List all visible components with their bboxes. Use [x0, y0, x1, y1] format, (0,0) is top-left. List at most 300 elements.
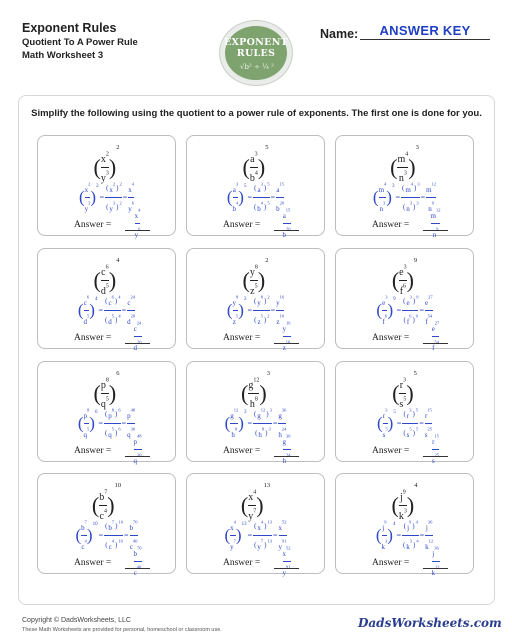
grouped-den-inner-base: y — [257, 543, 261, 551]
answer-den — [283, 337, 291, 354]
answer-label: Answer = — [372, 333, 410, 343]
work-fraction-num — [382, 517, 386, 535]
worksheet-number: Math Worksheet 3 — [22, 50, 104, 61]
grouped-den-inner-exp: 8 — [261, 426, 265, 432]
grouped-den-pow: 2 — [267, 313, 270, 319]
answer-num-base: r — [432, 438, 435, 446]
denominator-term-base: y — [248, 510, 254, 522]
work-steps — [187, 292, 324, 329]
work-right-paren: ) — [387, 413, 394, 433]
grouped-num-inner-base: c — [108, 299, 112, 307]
grouped-den-lp: ( — [104, 429, 108, 438]
answer-fraction — [432, 318, 440, 355]
work-num-exp: 2 — [88, 181, 91, 187]
answer-label: Answer = — [223, 558, 261, 568]
grouped-fraction-den — [253, 311, 269, 329]
answer-num-exp: 36 — [434, 545, 439, 551]
work-den-exp: 5 — [87, 426, 90, 432]
footer-note: These Math Worksheets are provided for personal, homeschool or classroom use. — [22, 627, 222, 633]
grouped-den-inner — [407, 424, 412, 441]
result-num — [425, 405, 432, 422]
outer-exponent: 3 — [266, 370, 270, 377]
answer-fraction — [134, 318, 142, 355]
answer-den-base: z — [282, 344, 286, 352]
answer-num-exp: 15 — [434, 433, 439, 439]
denominator-term-base: h — [249, 398, 255, 410]
answer-fraction-num — [134, 318, 142, 336]
grouped-den-pow: 3 — [268, 426, 271, 432]
denominator-term-base: n — [398, 172, 404, 184]
grouped-num — [105, 179, 122, 196]
answer-line — [274, 230, 299, 231]
answer-num-base: e — [431, 325, 435, 333]
work-den-exp: 6 — [384, 313, 388, 319]
outer-exponent: 4 — [116, 257, 120, 264]
answer-fraction-num — [134, 543, 142, 561]
numerator-term-exp: 7 — [104, 489, 108, 496]
result-den-exp: 20 — [130, 313, 136, 319]
grouped-den-pow: 5 — [416, 426, 419, 432]
problem-fraction-num — [397, 149, 408, 167]
work-outer-exponent: 2 — [96, 184, 99, 190]
work-outer-exponent: 2 — [243, 297, 247, 303]
right-paren: ) — [108, 380, 117, 406]
answer-label: Answer = — [372, 446, 410, 456]
grouped-den — [104, 424, 121, 441]
answer-num-exp: 4 — [138, 207, 141, 213]
result-num-exp: 24 — [130, 294, 135, 300]
numerator-term — [101, 375, 109, 392]
grouped-num-inner-base: y — [257, 299, 261, 307]
work-right-paren: ) — [90, 187, 97, 207]
equals-sign: = — [247, 306, 252, 315]
grouped-fraction-num — [253, 517, 272, 535]
answer-line — [125, 343, 150, 344]
answer-label: Answer = — [372, 220, 410, 230]
equals-sign: = — [395, 193, 400, 202]
work-steps — [38, 292, 175, 329]
grouped-num-pow: 9 — [416, 294, 419, 300]
grouped-den-inner — [109, 198, 115, 215]
outer-exponent: 13 — [263, 482, 271, 489]
work-outer-exponent: 13 — [241, 522, 247, 528]
brand-logo[interactable]: DadsWorksheets.com — [358, 616, 502, 630]
work-den-base: d — [83, 318, 88, 326]
work-num-exp: 9 — [384, 519, 387, 525]
answer-fraction-num — [135, 205, 141, 223]
grouped-den-inner-exp: 4 — [260, 200, 264, 206]
work-num-base: j — [382, 524, 385, 532]
grouped-num-inner-exp: 7 — [111, 519, 115, 525]
grouped-den-lp: ( — [253, 203, 257, 212]
denominator-term-exp: 4 — [254, 170, 258, 177]
outer-exponent: 6 — [116, 370, 120, 377]
grouped-num-inner — [257, 292, 263, 309]
grouped-num-inner — [257, 517, 263, 534]
work-outer-exponent: 3 — [391, 184, 395, 190]
work-den-base: y — [84, 205, 89, 213]
outer-exponent: 5 — [265, 144, 269, 151]
grouped-fraction — [253, 517, 272, 554]
grouped-num-lp: ( — [253, 410, 257, 419]
problem-card — [186, 248, 325, 352]
work-num-base: g — [230, 412, 234, 420]
answer-num-base: y — [282, 325, 286, 333]
grouped-den-inner-exp: 3 — [409, 538, 413, 544]
right-paren: ) — [408, 154, 416, 180]
problem-card — [37, 135, 176, 239]
grouped-num — [401, 179, 420, 196]
denominator-term-exp: 3 — [403, 170, 407, 177]
grouped-num — [104, 517, 123, 534]
grouped-den — [253, 198, 270, 215]
left-paren: ( — [392, 380, 400, 406]
grouped-den — [104, 311, 121, 328]
grouped-den-rp: ) — [116, 203, 119, 212]
numerator-term-base: p — [100, 379, 106, 391]
equals-sign: = — [419, 531, 425, 540]
answer-fraction-num — [283, 543, 291, 561]
grouped-den-lp: ( — [402, 203, 406, 212]
problem-card — [186, 361, 325, 465]
answer-value — [125, 431, 150, 468]
right-paren: ) — [259, 380, 267, 406]
work-right-paren: ) — [89, 413, 95, 433]
grouped-fraction-den — [104, 424, 121, 442]
grouped-den-inner — [109, 536, 114, 553]
answer-num-base: a — [282, 212, 286, 220]
answer-label: Answer = — [74, 333, 112, 343]
grouped-fraction-num — [104, 292, 120, 310]
work-outer-exponent: 9 — [393, 297, 396, 303]
result-num — [276, 292, 284, 309]
result-num-exp: 52 — [282, 519, 287, 525]
grouped-num-inner-exp: 9 — [409, 519, 412, 525]
grouped-den-inner-base: d — [108, 318, 112, 326]
answer-num-exp: 16 — [286, 320, 291, 326]
grouped-num-inner — [108, 405, 114, 422]
grouped-num-rp: ) — [264, 297, 267, 306]
problem-card — [335, 135, 474, 239]
grouped-den-rp: ) — [115, 316, 118, 325]
problem-card — [335, 361, 474, 465]
result-num — [426, 179, 436, 196]
work-outer-exponent: 10 — [92, 522, 98, 528]
grouped-fraction — [402, 292, 418, 329]
left-paren: ( — [390, 154, 398, 180]
result-num-base: m — [426, 186, 432, 194]
result-den-exp: 54 — [427, 313, 433, 319]
answer-den — [432, 337, 439, 354]
work-right-paren: ) — [238, 187, 244, 207]
grouped-den-inner-exp: 7 — [260, 538, 264, 544]
grouped-num-pow: 3 — [269, 407, 272, 413]
answer-value — [274, 205, 299, 242]
problem-fraction-num — [399, 262, 406, 280]
denominator-term-exp: 4 — [103, 508, 107, 515]
answer-den — [283, 450, 291, 467]
left-paren: ( — [93, 154, 101, 180]
grouped-den-rp: ) — [263, 316, 267, 325]
grouped-den-lp: ( — [254, 316, 257, 325]
work-num-exp: 12 — [233, 407, 239, 413]
result-fraction-num — [425, 292, 433, 310]
instructions: Simplify the following using the quotient to a power rule of exponents. The first one is done for you. — [31, 108, 482, 119]
grouped-den-inner-exp: 6 — [409, 313, 412, 319]
grouped-den-lp: ( — [104, 316, 108, 325]
work-den-base: h — [231, 431, 235, 439]
answer-line — [125, 230, 150, 231]
answer-value — [423, 205, 448, 242]
answer-den-base: d — [133, 344, 137, 352]
work-outer-exponent: 4 — [94, 297, 98, 303]
equals-sign: = — [247, 531, 253, 540]
grouped-num-rp: ) — [412, 410, 415, 419]
equals-sign: = — [99, 193, 105, 202]
answer-fraction — [134, 431, 142, 468]
answer-den-base: f — [432, 344, 435, 352]
result-num — [425, 292, 433, 309]
answer-fraction-den — [134, 450, 142, 468]
answer-den — [135, 224, 141, 241]
grouped-den-lp: ( — [403, 429, 406, 438]
problem-card — [335, 473, 474, 577]
answer-num-base: g — [282, 438, 286, 446]
equals-sign: = — [98, 531, 104, 540]
work-den — [380, 198, 386, 215]
grouped-num-inner — [108, 292, 113, 309]
result-den-base: q — [127, 431, 131, 439]
right-paren: ) — [406, 492, 415, 518]
grouped-num-inner-exp: 8 — [260, 294, 264, 300]
grouped-num-inner-base: b — [108, 524, 112, 532]
answer-den-base: s — [431, 457, 435, 465]
numerator-term — [250, 262, 258, 279]
right-paren: ) — [406, 380, 414, 406]
grouped-num-inner-exp: 8 — [111, 407, 115, 413]
result-num-exp: 4 — [131, 181, 135, 187]
numerator-term-exp: 8 — [105, 377, 109, 384]
work-den-base: z — [232, 318, 236, 326]
answer-fraction-den — [135, 224, 141, 242]
grouped-den-rp: ) — [265, 429, 268, 438]
name-field[interactable]: ANSWER KEY — [360, 23, 490, 40]
answer-num-base: x — [282, 550, 286, 558]
answer-fraction-num — [283, 431, 291, 449]
work-den-base: b — [232, 205, 237, 213]
grouped-num-inner-base: p — [108, 412, 112, 420]
grouped-den-inner — [406, 536, 412, 553]
grouped-fraction-num — [401, 179, 420, 197]
work-steps — [336, 179, 473, 216]
work-right-paren: ) — [235, 525, 242, 545]
grouped-num-inner-base: x — [109, 186, 113, 194]
result-den-exp: 6 — [131, 200, 135, 206]
answer-num-exp: 27 — [434, 320, 440, 326]
answer-fraction-den — [432, 562, 440, 580]
equals-sign: = — [121, 419, 127, 428]
result-num-exp: 48 — [130, 407, 136, 413]
grouped-den-inner — [258, 424, 264, 441]
grouped-num-pow: 4 — [118, 294, 121, 300]
result-num-exp: 15 — [279, 181, 284, 187]
left-paren: ( — [93, 267, 101, 293]
work-den-base: y — [230, 543, 234, 551]
denominator-term-exp: 3 — [403, 508, 407, 515]
outer-exponent: 10 — [114, 482, 122, 489]
equals-sign: = — [270, 306, 276, 315]
answer-fraction-num — [283, 205, 291, 223]
answer-den — [433, 224, 439, 241]
work-steps — [38, 179, 175, 216]
grouped-num-inner — [406, 292, 411, 309]
grouped-fraction — [402, 405, 418, 442]
numerator-term-base: x — [100, 153, 106, 165]
left-paren: ( — [391, 267, 400, 293]
answer-den-base: k — [431, 569, 435, 577]
answer-fraction-num — [283, 318, 291, 336]
grouped-den-pow: 3 — [416, 200, 419, 206]
answer-value — [125, 543, 150, 580]
work-num-base: r — [382, 412, 386, 420]
work-den — [231, 424, 237, 441]
answer-num-exp: 52 — [286, 545, 291, 551]
grouped-den-inner-exp: 3 — [409, 200, 413, 206]
work-den-base: f — [382, 318, 385, 326]
numerator-term-base: y — [249, 266, 255, 278]
grouped-den-inner — [108, 311, 114, 328]
result-num-base: g — [278, 412, 282, 420]
result-num-base: x — [278, 524, 283, 532]
result-num-exp: 36 — [427, 519, 433, 525]
work-left-paren: ( — [226, 300, 233, 320]
problem-card — [186, 473, 325, 577]
denominator-term-exp: 5 — [105, 396, 109, 403]
grouped-num-inner-exp: 6 — [111, 294, 114, 300]
denominator-term-exp: 6 — [403, 283, 407, 290]
grouped-num-lp: ( — [106, 184, 109, 193]
result-num-exp: 16 — [279, 294, 285, 300]
work-steps — [187, 517, 324, 554]
right-paren: ) — [256, 492, 264, 518]
denominator-term-exp: 3 — [105, 170, 109, 177]
grouped-num-rp: ) — [263, 184, 267, 193]
grouped-den-pow: 6 — [118, 426, 121, 432]
grouped-den-pow: 13 — [267, 538, 273, 544]
grouped-den-rp: ) — [413, 203, 416, 212]
left-paren: ( — [240, 492, 249, 518]
work-den-exp: 3 — [88, 200, 91, 206]
grouped-den-inner-exp: 5 — [111, 426, 115, 432]
work-fraction-den — [231, 424, 237, 442]
work-steps — [336, 517, 473, 554]
result-den-base: n — [428, 205, 432, 213]
answer-line — [274, 456, 299, 457]
answer-fraction — [431, 205, 441, 242]
result-den-base: h — [278, 431, 282, 439]
answer-den — [432, 450, 439, 467]
answer-num — [134, 543, 142, 560]
grouped-num-inner-exp: 2 — [112, 181, 116, 187]
answer-num — [432, 431, 439, 448]
denominator-term-base: f — [399, 285, 404, 297]
work-den-exp: 8 — [234, 426, 238, 432]
result-num-base: x — [128, 186, 132, 194]
equals-sign: = — [396, 306, 402, 315]
grouped-fraction-den — [402, 198, 419, 216]
answer-den-base: b — [282, 231, 286, 239]
work-left-paren: ( — [224, 413, 231, 433]
answer-num — [134, 318, 142, 335]
exponent-rules-logo — [219, 20, 293, 86]
work-den-exp: 5 — [87, 313, 90, 319]
work-left-paren: ( — [376, 413, 383, 433]
grouped-fraction-num — [403, 405, 419, 423]
denominator-term-exp: 8 — [254, 396, 258, 403]
work-num-exp: 3 — [235, 181, 239, 187]
answer-fraction-num — [432, 543, 438, 561]
grouped-num-inner-base: m — [405, 186, 411, 194]
grouped-den-inner-base: z — [257, 318, 261, 326]
grouped-num-lp: ( — [403, 297, 406, 306]
result-num — [426, 517, 432, 534]
work-den-exp: 7 — [233, 538, 236, 544]
numerator-term-base: a — [250, 153, 255, 165]
equals-sign: = — [98, 419, 103, 428]
logo-line-1: EXPONENT — [223, 37, 289, 48]
grouped-num-pow: 13 — [267, 519, 273, 525]
answer-num-exp: 15 — [285, 207, 291, 213]
right-paren: ) — [257, 154, 266, 180]
grouped-num-inner-exp: 4 — [260, 519, 264, 525]
work-num-exp: 4 — [233, 519, 236, 525]
grouped-fraction-num — [402, 292, 418, 310]
denominator-term-base: s — [399, 398, 404, 410]
denominator-term-exp: 7 — [253, 508, 257, 515]
answer-num — [431, 205, 441, 222]
work-left-paren: ( — [372, 187, 379, 207]
answer-fraction-den — [283, 562, 291, 580]
grouped-fraction-num — [253, 405, 272, 423]
answer-fraction-den — [432, 337, 439, 355]
grouped-den-inner-exp: 5 — [409, 426, 412, 432]
work-fraction-den — [380, 198, 386, 216]
denominator-term-base: y — [100, 172, 106, 184]
grouped-num-lp: ( — [403, 522, 407, 531]
result-num-exp: 15 — [427, 407, 432, 413]
answer-line — [125, 456, 150, 457]
result-den-exp: 91 — [282, 538, 287, 544]
problem-fraction-num — [250, 149, 257, 167]
grouped-fraction — [253, 405, 272, 442]
numerator-term — [400, 487, 406, 504]
answer-den — [134, 562, 142, 579]
work-num-base: y — [232, 299, 237, 307]
denominator-term-base: c — [99, 510, 104, 522]
work-num-base: c — [83, 299, 87, 307]
answer-fraction — [283, 543, 291, 580]
equals-sign: = — [419, 306, 424, 315]
grouped-num — [403, 517, 418, 534]
grouped-num-inner — [405, 179, 413, 196]
answer-den-base: c — [133, 569, 137, 577]
outer-exponent: 5 — [413, 370, 417, 377]
work-den-base: k — [381, 543, 386, 551]
outer-exponent: 3 — [415, 144, 419, 151]
right-paren: ) — [406, 267, 414, 293]
grouped-num-inner — [257, 405, 265, 422]
numerator-term-exp: 4 — [405, 151, 409, 158]
